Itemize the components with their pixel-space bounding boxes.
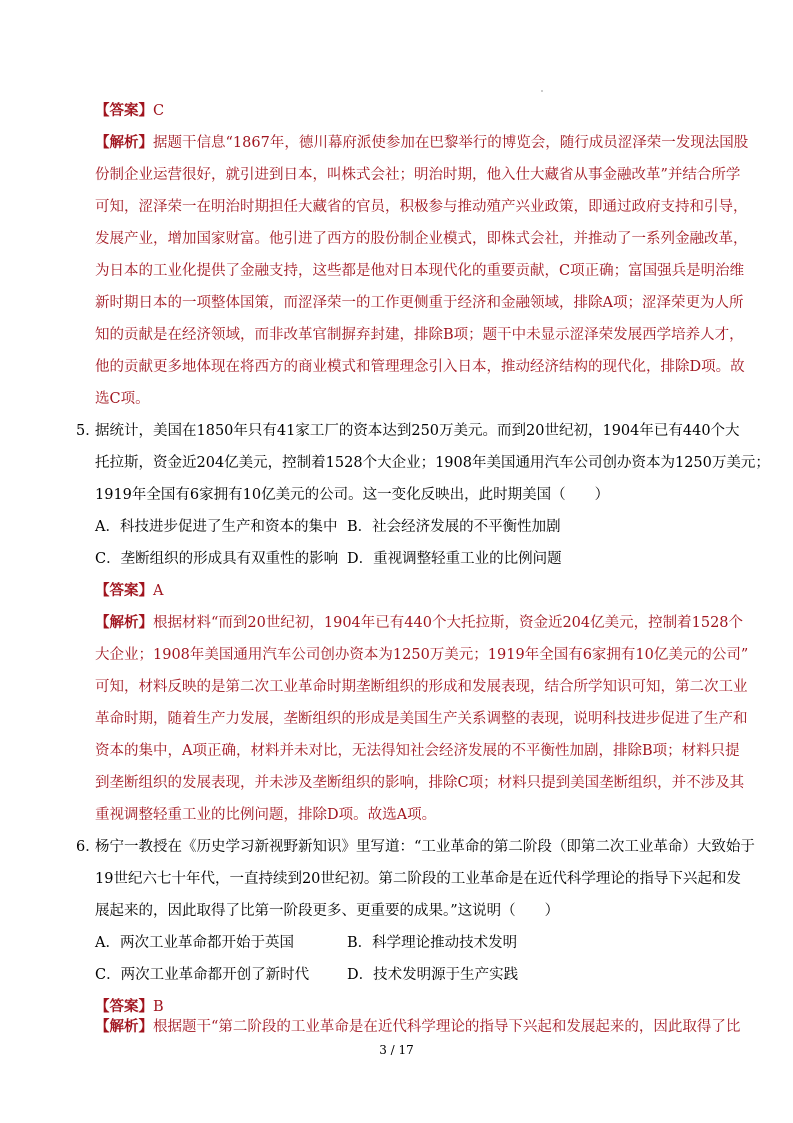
q5-option-d: D．重视调整轻重工业的比例问题 [347,551,562,567]
q5-stem-line: 1919年全国有6家拥有10亿美元的公司。这一变化反映出，此时期美国（ ） [95,487,610,503]
q6-option-b: B．科学理论推动技术发明 [347,935,518,951]
answer-tag: 【答案】 [95,582,153,599]
q6-option-a: A．两次工业革命都开始于英国 [95,935,294,951]
q5-stem-line: 据统计，美国在1850年只有41家工厂的资本达到250万美元。而到20世纪初，1904年已有440个大 [95,423,740,439]
q5-analysis-line: 资本的集中，A项正确，材料并未对比，无法得知社会经济发展的不平衡性加剧，排除B项；材料只提 [95,743,740,759]
q6-stem-line: 杨宁一教授在《历史学习新视野新知识》里写道：“工业革命的第二阶段（即第二次工业革命）大致始于 [95,839,755,855]
answer-tag: 【答案】 [95,102,153,119]
q6-option-d: D．技术发明源于生产实践 [347,967,519,983]
q4-answer [95,101,164,121]
q4-analysis-line: 可知，涩泽荣一在明治时期担任大藏省的官员，积极参与推动殖产兴业政策，即通过政府支持和引导， [95,199,748,215]
q4-analysis-line: 选C项。 [95,391,150,407]
q6-stem-line: 展起来的，因此取得了比第一阶段更多、更重要的成果。”这说明（ ） [95,903,560,919]
q6-analysis-line: 【解析】根据题干“第二阶段的工业革命是在近代科学理论的指导下兴起和发展起来的，因此取得了比 [95,1018,741,1035]
q4-analysis-line: 新时期日本的一项整体国策，而涩泽荣一的工作更侧重于经济和金融领域，排除A项；涩泽荣更为人所 [95,295,744,311]
q5-stem-line: 托拉斯，资金近204亿美元，控制着1528个大企业；1908年美国通用汽车公司创办资本为1250万美元； [95,455,770,471]
answer-value: B [153,999,164,1015]
q4-analysis-line: 发展产业，增加国家财富。他引进了西方的股份制企业模式，即株式会社，并推动了一系列金融改革， [95,231,748,247]
q4-analysis-line: 他的贡献更多地体现在将西方的商业模式和管理理念引入日本，推动经济结构的现代化，排除D项。故 [95,359,745,375]
analysis-tag: 【解析】 [95,134,153,151]
q5-analysis-line: 大企业；1908年美国通用汽车公司创办资本为1250万美元；1919年全国有6家拥有10亿美元的公司” [95,647,749,663]
analysis-tag: 【解析】 [95,1018,153,1035]
q5-analysis-line: 到垄断组织的发展表现，并未涉及垄断组织的影响，排除C项；材料只提到美国垄断组织，并不涉及其 [95,775,745,791]
q5-option-a: A．科技进步促进了生产和资本的集中 [95,519,338,535]
q5-option-c: C．垄断组织的形成具有双重性的影响 [95,551,339,567]
q5-number: 5． [76,423,100,439]
analysis-tag: 【解析】 [95,614,153,631]
q5-analysis-line: 可知，材料反映的是第二次工业革命时期垄断组织的形成和发展表现，结合所学知识可知，第二次工业 [95,679,748,695]
q4-analysis-line: 为日本的工业化提供了金融支持，这些都是他对日本现代化的重要贡献，C项正确；富国强兵是明治维 [95,263,745,279]
q4-analysis-line: 【解析】据题干信息“1867年，德川幕府派使参加在巴黎举行的博览会，随行成员涩泽荣一发现法国股 [95,134,749,151]
answer-value: A [153,583,164,599]
scan-speck [541,90,543,92]
q5-analysis-line: 重视调整轻重工业的比例问题，排除D项。故选A项。 [95,807,437,823]
q5-analysis-line: 【解析】根据材料“而到20世纪初，1904年已有440个大托拉斯，资金近204亿美元，控制着1528个 [95,614,744,631]
q5-option-b: B．社会经济发展的不平衡性加剧 [347,519,561,535]
q6-option-c: C．两次工业革命都开创了新时代 [95,967,310,983]
q5-answer [95,581,163,601]
q6-number: 6． [76,839,100,855]
q6-stem-line: 19世纪六七十年代，一直持续到20世纪初。第二阶段的工业革命是在近代科学理论的指导下兴起和发 [95,871,741,887]
q5-analysis-line: 革命时期，随着生产力发展，垄断组织的形成是美国生产关系调整的表现，说明科技进步促进了生产和 [95,711,748,727]
q4-analysis-line: 份制企业运营很好，就引进到日本，叫株式会社；明治时期，他入仕大藏省从事金融改革”并结合所学 [95,167,741,183]
answer-tag: 【答案】 [95,998,153,1015]
q6-answer [95,997,164,1017]
page-number: 3 / 17 [379,1043,414,1057]
answer-value: C [153,103,165,119]
q4-analysis-line: 知的贡献是在经济领域，而非改革官制摒弃封建，排除B项；题干中未显示涩泽荣发展西学培养人才， [95,327,744,343]
